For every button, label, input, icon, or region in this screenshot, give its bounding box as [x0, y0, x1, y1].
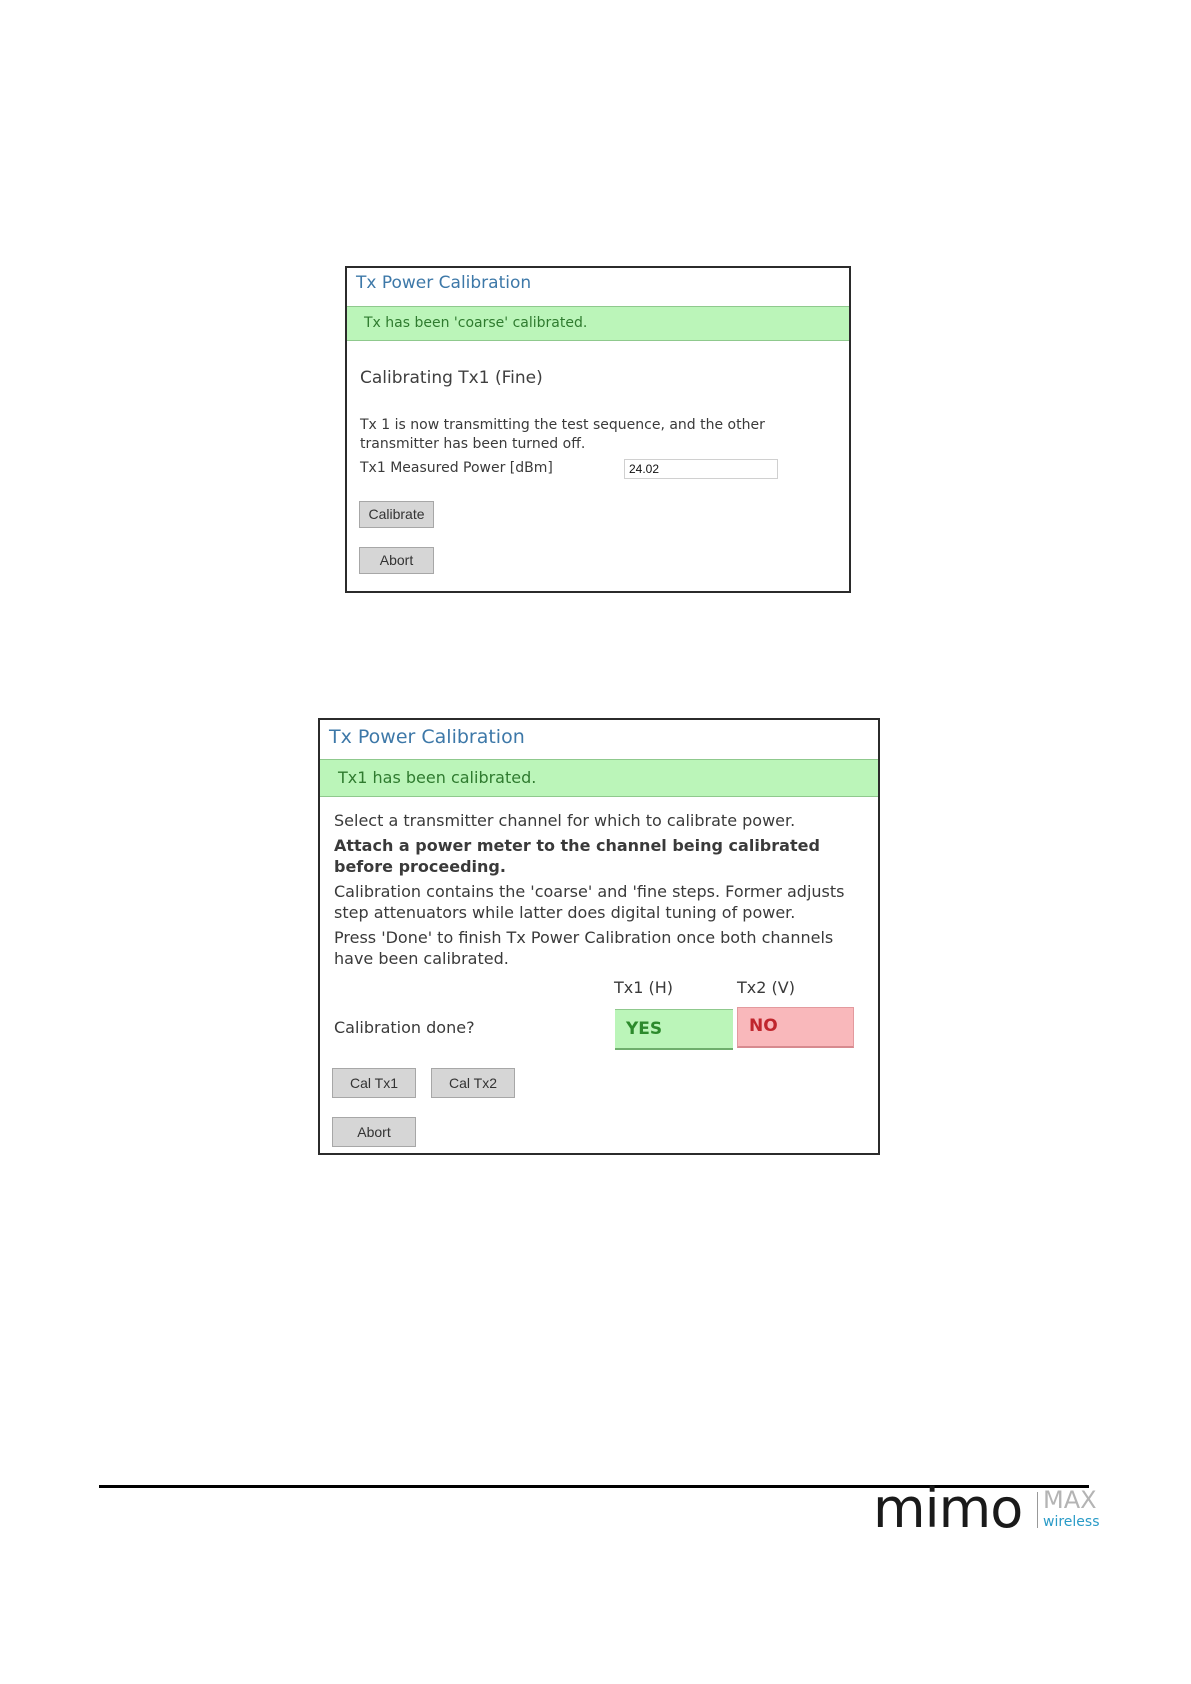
cal-tx2-button[interactable]: Cal Tx2: [431, 1068, 515, 1098]
mimo-logo: mimo: [873, 1477, 1023, 1540]
cal-tx1-button[interactable]: Cal Tx1: [332, 1068, 416, 1098]
logo-separator: [1037, 1492, 1038, 1528]
abort-button[interactable]: Abort: [332, 1117, 416, 1147]
instructions-text: Select a transmitter channel for which to calibrate power. Attach a power meter to the channel being calibrated before proceeding. Calibration contains the 'coarse' and 'fine steps. Former adjusts step attenuators while latter does digital tuning of power. Press 'Done' to finish Tx Power Calibration once both channels have been calibrated.: [334, 810, 874, 969]
status-banner: Tx1 has been calibrated.: [320, 759, 878, 797]
section-heading: Calibrating Tx1 (Fine): [360, 368, 543, 388]
panel-title: Tx Power Calibration: [329, 726, 525, 748]
panel-title: Tx Power Calibration: [356, 273, 532, 293]
column-header-tx1: Tx1 (H): [614, 978, 674, 997]
calibration-done-label: Calibration done?: [334, 1018, 475, 1037]
logo-wireless-text: wireless: [1043, 1514, 1100, 1530]
tx1-status-badge: YES: [615, 1009, 733, 1050]
description-text: Tx 1 is now transmitting the test sequence, and the other transmitter has been turned off.: [360, 417, 765, 452]
calibration-summary-panel: [318, 718, 880, 1155]
measured-power-input[interactable]: 24.02: [624, 459, 778, 479]
fine-calibration-panel: [345, 266, 851, 593]
logo-max-text: MAX: [1043, 1486, 1097, 1514]
abort-button[interactable]: Abort: [359, 547, 434, 574]
tx2-status-badge: NO: [737, 1007, 854, 1048]
calibrate-button[interactable]: Calibrate: [359, 501, 434, 528]
column-header-tx2: Tx2 (V): [737, 978, 795, 997]
measured-power-label: Tx1 Measured Power [dBm]: [360, 460, 553, 476]
status-banner: Tx has been 'coarse' calibrated.: [347, 306, 849, 341]
warning-text: Attach a power meter to the channel being calibrated before proceeding.: [334, 836, 820, 876]
